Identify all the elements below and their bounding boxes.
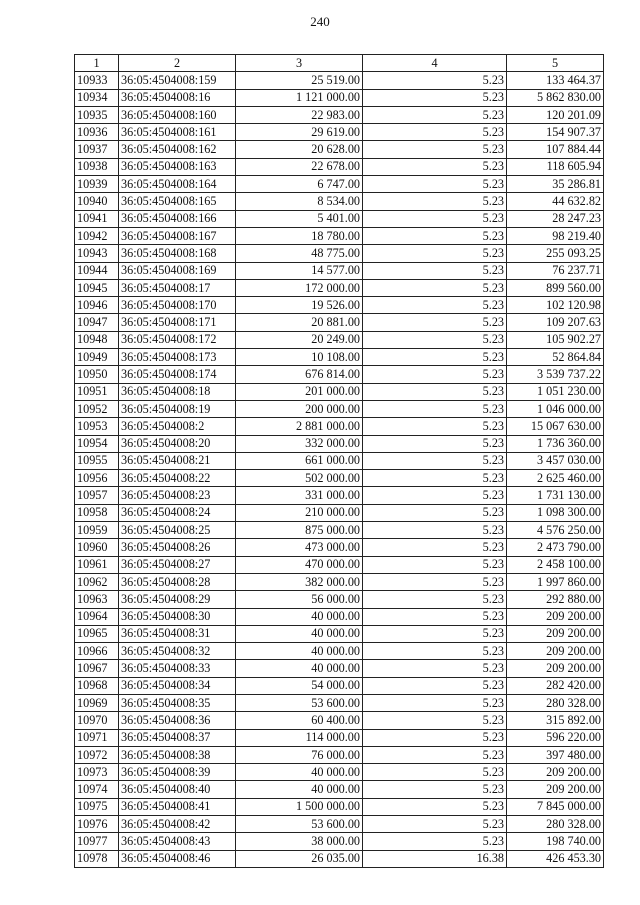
table-row <box>75 816 604 833</box>
table-row <box>75 245 604 262</box>
table-row <box>75 279 604 296</box>
cadastral-number-cell: 36:05:4504008:164 <box>119 176 236 193</box>
rate-value-cell: 5.23 <box>363 383 507 400</box>
rate-value-cell: 5.23 <box>363 712 507 729</box>
table-row <box>75 712 604 729</box>
table-row <box>75 435 604 452</box>
cadastral-number-cell: 36:05:4504008:38 <box>119 746 236 763</box>
area-value-cell: 18 780.00 <box>236 227 363 244</box>
rate-value-cell: 5.23 <box>363 435 507 452</box>
area-value-cell: 382 000.00 <box>236 573 363 590</box>
area-value-cell: 14 577.00 <box>236 262 363 279</box>
row-number-cell: 10973 <box>75 764 119 781</box>
cadastral-value-cell: 76 237.71 <box>507 262 604 279</box>
cadastral-number-cell: 36:05:4504008:169 <box>119 262 236 279</box>
rate-value-cell: 5.23 <box>363 591 507 608</box>
area-value-cell: 26 035.00 <box>236 850 363 867</box>
table-row <box>75 798 604 815</box>
table-row <box>75 764 604 781</box>
cadastral-value-cell: 280 328.00 <box>507 694 604 711</box>
rate-value-cell: 5.23 <box>363 816 507 833</box>
row-number-cell: 10934 <box>75 89 119 106</box>
cadastral-number-cell: 36:05:4504008:24 <box>119 504 236 521</box>
table-row <box>75 677 604 694</box>
area-value-cell: 332 000.00 <box>236 435 363 452</box>
cadastral-value-cell: 7 845 000.00 <box>507 798 604 815</box>
row-number-cell: 10950 <box>75 366 119 383</box>
table-row <box>75 297 604 314</box>
area-value-cell: 19 526.00 <box>236 297 363 314</box>
row-number-cell: 10967 <box>75 660 119 677</box>
row-number-cell: 10949 <box>75 349 119 366</box>
cadastral-value-table <box>74 54 604 868</box>
table-row <box>75 539 604 556</box>
rate-value-cell: 5.23 <box>363 106 507 123</box>
table-row <box>75 504 604 521</box>
area-value-cell: 22 983.00 <box>236 106 363 123</box>
cadastral-number-cell: 36:05:4504008:172 <box>119 331 236 348</box>
area-value-cell: 8 534.00 <box>236 193 363 210</box>
cadastral-number-cell: 36:05:4504008:39 <box>119 764 236 781</box>
table-row <box>75 383 604 400</box>
column-header-5: 5 <box>507 55 604 72</box>
row-number-cell: 10942 <box>75 227 119 244</box>
row-number-cell: 10965 <box>75 625 119 642</box>
cadastral-number-cell: 36:05:4504008:21 <box>119 452 236 469</box>
cadastral-value-cell: 397 480.00 <box>507 746 604 763</box>
rate-value-cell: 5.23 <box>363 504 507 521</box>
cadastral-value-cell: 28 247.23 <box>507 210 604 227</box>
cadastral-number-cell: 36:05:4504008:26 <box>119 539 236 556</box>
cadastral-number-cell: 36:05:4504008:161 <box>119 124 236 141</box>
row-number-cell: 10971 <box>75 729 119 746</box>
cadastral-value-cell: 120 201.09 <box>507 106 604 123</box>
rate-value-cell: 5.23 <box>363 141 507 158</box>
cadastral-value-cell: 2 625 460.00 <box>507 470 604 487</box>
area-value-cell: 40 000.00 <box>236 643 363 660</box>
row-number-cell: 10966 <box>75 643 119 660</box>
row-number-cell: 10953 <box>75 418 119 435</box>
rate-value-cell: 5.23 <box>363 227 507 244</box>
area-value-cell: 40 000.00 <box>236 764 363 781</box>
rate-value-cell: 5.23 <box>363 539 507 556</box>
cadastral-value-cell: 133 464.37 <box>507 72 604 89</box>
rate-value-cell: 5.23 <box>363 798 507 815</box>
rate-value-cell: 5.23 <box>363 729 507 746</box>
table-row <box>75 176 604 193</box>
rate-value-cell: 5.23 <box>363 158 507 175</box>
table-row <box>75 608 604 625</box>
cadastral-number-cell: 36:05:4504008:31 <box>119 625 236 642</box>
area-value-cell: 5 401.00 <box>236 210 363 227</box>
area-value-cell: 1 121 000.00 <box>236 89 363 106</box>
rate-value-cell: 5.23 <box>363 262 507 279</box>
cadastral-number-cell: 36:05:4504008:41 <box>119 798 236 815</box>
rate-value-cell: 5.23 <box>363 124 507 141</box>
cadastral-value-cell: 209 200.00 <box>507 643 604 660</box>
cadastral-number-cell: 36:05:4504008:22 <box>119 470 236 487</box>
row-number-cell: 10941 <box>75 210 119 227</box>
area-value-cell: 470 000.00 <box>236 556 363 573</box>
row-number-cell: 10952 <box>75 400 119 417</box>
table-row <box>75 746 604 763</box>
cadastral-value-cell: 3 457 030.00 <box>507 452 604 469</box>
cadastral-value-cell: 255 093.25 <box>507 245 604 262</box>
rate-value-cell: 5.23 <box>363 176 507 193</box>
cadastral-number-cell: 36:05:4504008:162 <box>119 141 236 158</box>
row-number-cell: 10964 <box>75 608 119 625</box>
cadastral-value-cell: 209 200.00 <box>507 608 604 625</box>
cadastral-value-cell: 280 328.00 <box>507 816 604 833</box>
cadastral-number-cell: 36:05:4504008:42 <box>119 816 236 833</box>
rate-value-cell: 5.23 <box>363 89 507 106</box>
cadastral-number-cell: 36:05:4504008:165 <box>119 193 236 210</box>
row-number-cell: 10935 <box>75 106 119 123</box>
table-row <box>75 418 604 435</box>
rate-value-cell: 5.23 <box>363 487 507 504</box>
cadastral-number-cell: 36:05:4504008:37 <box>119 729 236 746</box>
area-value-cell: 2 881 000.00 <box>236 418 363 435</box>
cadastral-value-cell: 198 740.00 <box>507 833 604 850</box>
rate-value-cell: 5.23 <box>363 677 507 694</box>
row-number-cell: 10960 <box>75 539 119 556</box>
row-number-cell: 10975 <box>75 798 119 815</box>
cadastral-number-cell: 36:05:4504008:166 <box>119 210 236 227</box>
table-row <box>75 314 604 331</box>
table-row <box>75 487 604 504</box>
cadastral-value-cell: 2 473 790.00 <box>507 539 604 556</box>
rate-value-cell: 5.23 <box>363 193 507 210</box>
table-row <box>75 729 604 746</box>
area-value-cell: 40 000.00 <box>236 660 363 677</box>
cadastral-number-cell: 36:05:4504008:19 <box>119 400 236 417</box>
table-row <box>75 124 604 141</box>
cadastral-number-cell: 36:05:4504008:40 <box>119 781 236 798</box>
area-value-cell: 40 000.00 <box>236 781 363 798</box>
column-header-1: 1 <box>75 55 119 72</box>
cadastral-value-cell: 35 286.81 <box>507 176 604 193</box>
table-row <box>75 227 604 244</box>
row-number-cell: 10933 <box>75 72 119 89</box>
cadastral-number-cell: 36:05:4504008:170 <box>119 297 236 314</box>
table-row <box>75 556 604 573</box>
row-number-cell: 10947 <box>75 314 119 331</box>
row-number-cell: 10976 <box>75 816 119 833</box>
area-value-cell: 201 000.00 <box>236 383 363 400</box>
rate-value-cell: 5.23 <box>363 556 507 573</box>
cadastral-value-cell: 109 207.63 <box>507 314 604 331</box>
table-row <box>75 141 604 158</box>
cadastral-value-cell: 899 560.00 <box>507 279 604 296</box>
row-number-cell: 10970 <box>75 712 119 729</box>
table-row <box>75 193 604 210</box>
cadastral-number-cell: 36:05:4504008:30 <box>119 608 236 625</box>
table-row <box>75 660 604 677</box>
cadastral-value-cell: 98 219.40 <box>507 227 604 244</box>
table-body <box>75 72 604 868</box>
row-number-cell: 10948 <box>75 331 119 348</box>
cadastral-number-cell: 36:05:4504008:168 <box>119 245 236 262</box>
table-row <box>75 210 604 227</box>
table-row <box>75 452 604 469</box>
cadastral-number-cell: 36:05:4504008:171 <box>119 314 236 331</box>
cadastral-value-cell: 2 458 100.00 <box>507 556 604 573</box>
area-value-cell: 22 678.00 <box>236 158 363 175</box>
cadastral-value-cell: 596 220.00 <box>507 729 604 746</box>
rate-value-cell: 5.23 <box>363 573 507 590</box>
table-row <box>75 262 604 279</box>
column-header-4: 4 <box>363 55 507 72</box>
table-row <box>75 625 604 642</box>
rate-value-cell: 5.23 <box>363 349 507 366</box>
area-value-cell: 40 000.00 <box>236 608 363 625</box>
area-value-cell: 20 881.00 <box>236 314 363 331</box>
row-number-cell: 10944 <box>75 262 119 279</box>
row-number-cell: 10974 <box>75 781 119 798</box>
rate-value-cell: 5.23 <box>363 279 507 296</box>
cadastral-number-cell: 36:05:4504008:17 <box>119 279 236 296</box>
area-value-cell: 200 000.00 <box>236 400 363 417</box>
table-row <box>75 400 604 417</box>
row-number-cell: 10968 <box>75 677 119 694</box>
cadastral-number-cell: 36:05:4504008:18 <box>119 383 236 400</box>
area-value-cell: 10 108.00 <box>236 349 363 366</box>
cadastral-value-cell: 1 731 130.00 <box>507 487 604 504</box>
area-value-cell: 53 600.00 <box>236 694 363 711</box>
rate-value-cell: 5.23 <box>363 366 507 383</box>
table-row <box>75 89 604 106</box>
column-header-2: 2 <box>119 55 236 72</box>
cadastral-value-cell: 209 200.00 <box>507 625 604 642</box>
cadastral-number-cell: 36:05:4504008:28 <box>119 573 236 590</box>
rate-value-cell: 5.23 <box>363 400 507 417</box>
table-row <box>75 72 604 89</box>
area-value-cell: 331 000.00 <box>236 487 363 504</box>
cadastral-value-cell: 1 098 300.00 <box>507 504 604 521</box>
cadastral-number-cell: 36:05:4504008:20 <box>119 435 236 452</box>
row-number-cell: 10937 <box>75 141 119 158</box>
area-value-cell: 76 000.00 <box>236 746 363 763</box>
area-value-cell: 114 000.00 <box>236 729 363 746</box>
area-value-cell: 20 628.00 <box>236 141 363 158</box>
table-row <box>75 331 604 348</box>
rate-value-cell: 5.23 <box>363 72 507 89</box>
row-number-cell: 10945 <box>75 279 119 296</box>
rate-value-cell: 5.23 <box>363 210 507 227</box>
row-number-cell: 10977 <box>75 833 119 850</box>
table-row <box>75 850 604 867</box>
row-number-cell: 10936 <box>75 124 119 141</box>
rate-value-cell: 5.23 <box>363 746 507 763</box>
rate-value-cell: 5.23 <box>363 452 507 469</box>
area-value-cell: 676 814.00 <box>236 366 363 383</box>
row-number-cell: 10940 <box>75 193 119 210</box>
cadastral-number-cell: 36:05:4504008:36 <box>119 712 236 729</box>
table-row <box>75 470 604 487</box>
area-value-cell: 40 000.00 <box>236 625 363 642</box>
cadastral-number-cell: 36:05:4504008:32 <box>119 643 236 660</box>
row-number-cell: 10951 <box>75 383 119 400</box>
area-value-cell: 56 000.00 <box>236 591 363 608</box>
cadastral-value-cell: 154 907.37 <box>507 124 604 141</box>
cadastral-number-cell: 36:05:4504008:167 <box>119 227 236 244</box>
cadastral-value-cell: 209 200.00 <box>507 660 604 677</box>
cadastral-value-cell: 426 453.30 <box>507 850 604 867</box>
table-row <box>75 643 604 660</box>
rate-value-cell: 5.23 <box>363 764 507 781</box>
rate-value-cell: 5.23 <box>363 781 507 798</box>
area-value-cell: 661 000.00 <box>236 452 363 469</box>
table-row <box>75 833 604 850</box>
row-number-cell: 10969 <box>75 694 119 711</box>
rate-value-cell: 5.23 <box>363 694 507 711</box>
cadastral-value-cell: 5 862 830.00 <box>507 89 604 106</box>
area-value-cell: 60 400.00 <box>236 712 363 729</box>
rate-value-cell: 16.38 <box>363 850 507 867</box>
row-number-cell: 10959 <box>75 522 119 539</box>
area-value-cell: 54 000.00 <box>236 677 363 694</box>
row-number-cell: 10938 <box>75 158 119 175</box>
table-row <box>75 573 604 590</box>
rate-value-cell: 5.23 <box>363 470 507 487</box>
cadastral-value-cell: 209 200.00 <box>507 781 604 798</box>
area-value-cell: 502 000.00 <box>236 470 363 487</box>
cadastral-number-cell: 36:05:4504008:33 <box>119 660 236 677</box>
rate-value-cell: 5.23 <box>363 608 507 625</box>
rate-value-cell: 5.23 <box>363 522 507 539</box>
area-value-cell: 875 000.00 <box>236 522 363 539</box>
cadastral-value-cell: 1 736 360.00 <box>507 435 604 452</box>
row-number-cell: 10972 <box>75 746 119 763</box>
page-number: 240 <box>310 14 330 29</box>
table-row <box>75 591 604 608</box>
cadastral-number-cell: 36:05:4504008:159 <box>119 72 236 89</box>
row-number-cell: 10961 <box>75 556 119 573</box>
area-value-cell: 38 000.00 <box>236 833 363 850</box>
cadastral-value-cell: 282 420.00 <box>507 677 604 694</box>
rate-value-cell: 5.23 <box>363 418 507 435</box>
table-header-row <box>75 55 604 72</box>
row-number-cell: 10955 <box>75 452 119 469</box>
area-value-cell: 20 249.00 <box>236 331 363 348</box>
cadastral-value-cell: 107 884.44 <box>507 141 604 158</box>
cadastral-value-cell: 4 576 250.00 <box>507 522 604 539</box>
area-value-cell: 473 000.00 <box>236 539 363 556</box>
row-number-cell: 10962 <box>75 573 119 590</box>
cadastral-number-cell: 36:05:4504008:43 <box>119 833 236 850</box>
table-row <box>75 349 604 366</box>
area-value-cell: 48 775.00 <box>236 245 363 262</box>
cadastral-value-cell: 1 997 860.00 <box>507 573 604 590</box>
cadastral-value-cell: 1 046 000.00 <box>507 400 604 417</box>
cadastral-number-cell: 36:05:4504008:174 <box>119 366 236 383</box>
row-number-cell: 10943 <box>75 245 119 262</box>
table-row <box>75 781 604 798</box>
cadastral-number-cell: 36:05:4504008:2 <box>119 418 236 435</box>
cadastral-number-cell: 36:05:4504008:27 <box>119 556 236 573</box>
row-number-cell: 10939 <box>75 176 119 193</box>
row-number-cell: 10978 <box>75 850 119 867</box>
cadastral-value-cell: 44 632.82 <box>507 193 604 210</box>
cadastral-value-cell: 292 880.00 <box>507 591 604 608</box>
cadastral-number-cell: 36:05:4504008:16 <box>119 89 236 106</box>
area-value-cell: 25 519.00 <box>236 72 363 89</box>
cadastral-number-cell: 36:05:4504008:25 <box>119 522 236 539</box>
rate-value-cell: 5.23 <box>363 643 507 660</box>
cadastral-number-cell: 36:05:4504008:46 <box>119 850 236 867</box>
row-number-cell: 10954 <box>75 435 119 452</box>
cadastral-number-cell: 36:05:4504008:163 <box>119 158 236 175</box>
area-value-cell: 6 747.00 <box>236 176 363 193</box>
cadastral-number-cell: 36:05:4504008:34 <box>119 677 236 694</box>
table-row <box>75 106 604 123</box>
cadastral-number-cell: 36:05:4504008:173 <box>119 349 236 366</box>
cadastral-value-cell: 3 539 737.22 <box>507 366 604 383</box>
row-number-cell: 10958 <box>75 504 119 521</box>
table-row <box>75 694 604 711</box>
rate-value-cell: 5.23 <box>363 297 507 314</box>
rate-value-cell: 5.23 <box>363 660 507 677</box>
table-row <box>75 366 604 383</box>
row-number-cell: 10956 <box>75 470 119 487</box>
rate-value-cell: 5.23 <box>363 245 507 262</box>
area-value-cell: 29 619.00 <box>236 124 363 141</box>
area-value-cell: 210 000.00 <box>236 504 363 521</box>
cadastral-value-cell: 315 892.00 <box>507 712 604 729</box>
cadastral-value-cell: 118 605.94 <box>507 158 604 175</box>
rate-value-cell: 5.23 <box>363 331 507 348</box>
cadastral-value-cell: 52 864.84 <box>507 349 604 366</box>
area-value-cell: 1 500 000.00 <box>236 798 363 815</box>
cadastral-value-cell: 209 200.00 <box>507 764 604 781</box>
row-number-cell: 10963 <box>75 591 119 608</box>
rate-value-cell: 5.23 <box>363 314 507 331</box>
area-value-cell: 172 000.00 <box>236 279 363 296</box>
cadastral-number-cell: 36:05:4504008:160 <box>119 106 236 123</box>
area-value-cell: 53 600.00 <box>236 816 363 833</box>
cadastral-value-cell: 102 120.98 <box>507 297 604 314</box>
row-number-cell: 10957 <box>75 487 119 504</box>
cadastral-number-cell: 36:05:4504008:29 <box>119 591 236 608</box>
table-row <box>75 522 604 539</box>
column-header-3: 3 <box>236 55 363 72</box>
cadastral-number-cell: 36:05:4504008:35 <box>119 694 236 711</box>
cadastral-value-cell: 1 051 230.00 <box>507 383 604 400</box>
cadastral-number-cell: 36:05:4504008:23 <box>119 487 236 504</box>
rate-value-cell: 5.23 <box>363 625 507 642</box>
row-number-cell: 10946 <box>75 297 119 314</box>
cadastral-value-cell: 105 902.27 <box>507 331 604 348</box>
cadastral-value-cell: 15 067 630.00 <box>507 418 604 435</box>
table-row <box>75 158 604 175</box>
rate-value-cell: 5.23 <box>363 833 507 850</box>
